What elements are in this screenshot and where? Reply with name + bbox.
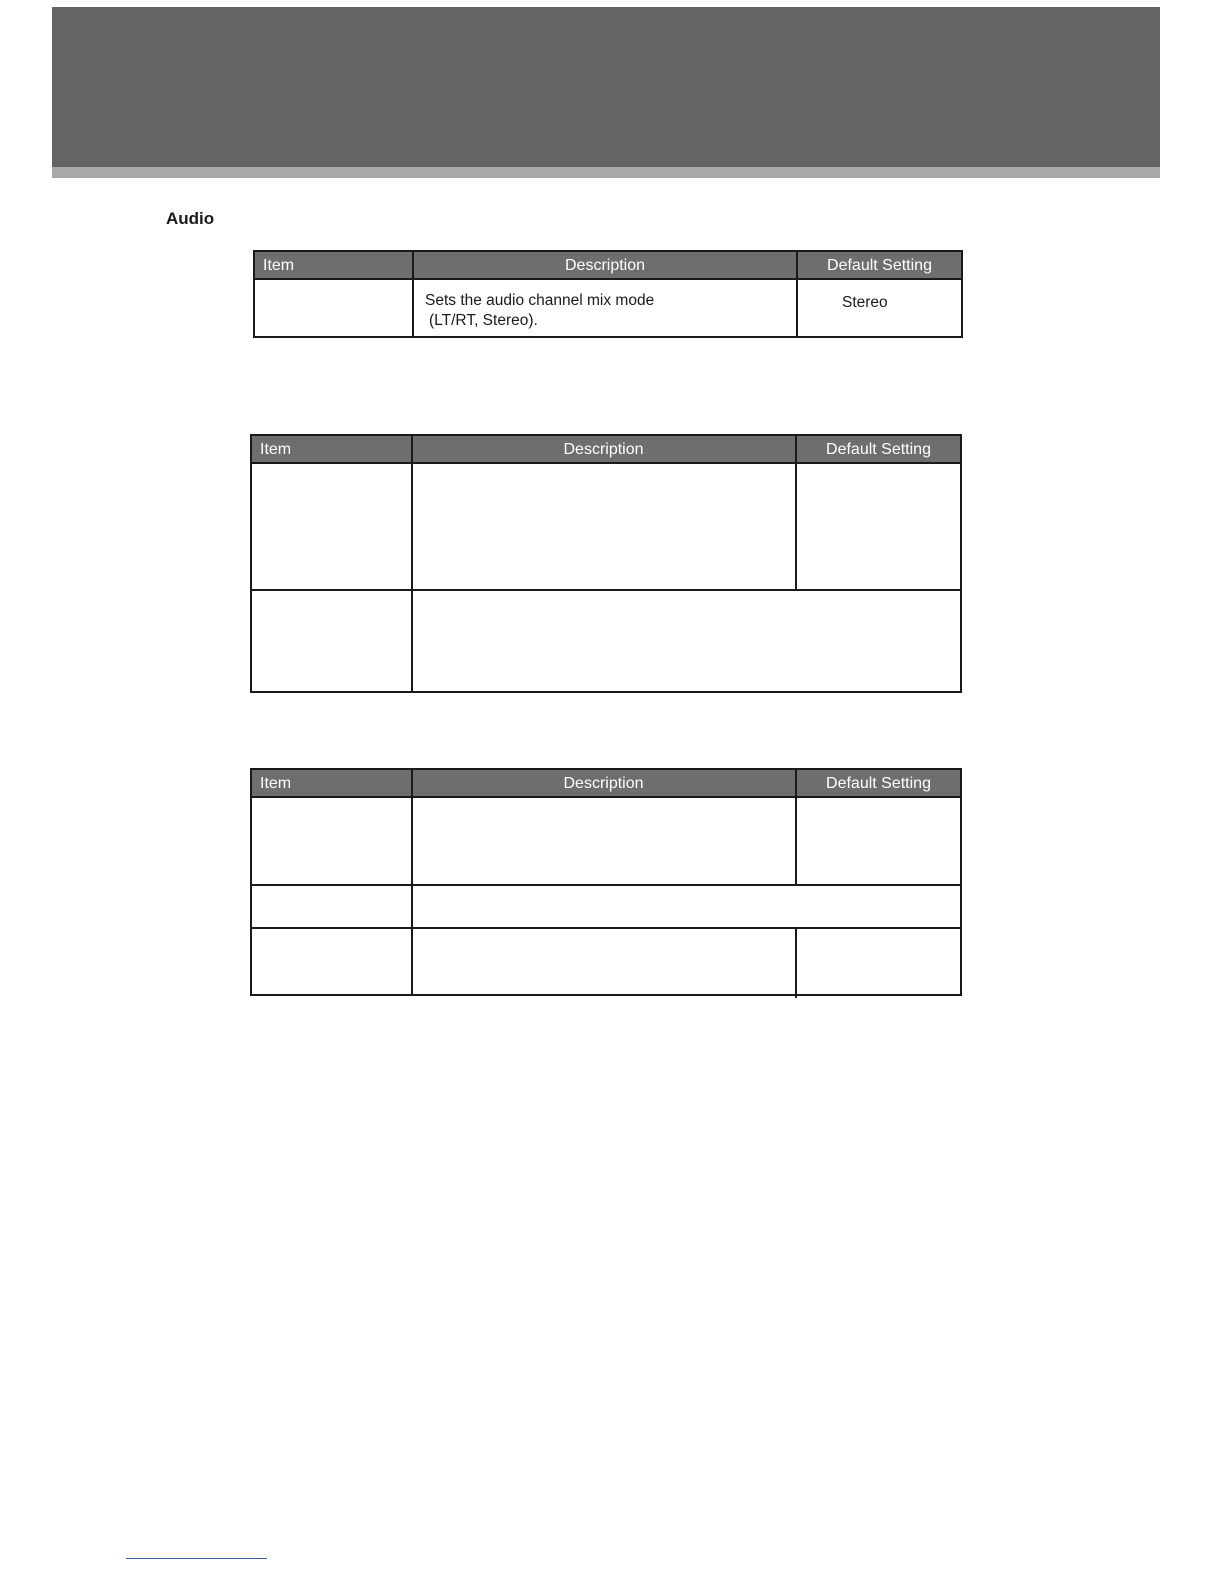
header-banner (52, 7, 1160, 167)
column-divider (796, 252, 798, 336)
row-description: Sets the audio channel mix mode (425, 292, 655, 309)
header-item: Item (260, 441, 292, 458)
header-description: Description (563, 775, 644, 792)
header-description: Description (564, 257, 646, 274)
table-header-row (252, 436, 960, 464)
footer-link-underline (126, 1558, 267, 1559)
column-divider (412, 252, 414, 336)
header-item: Item (260, 775, 292, 792)
column-divider (795, 770, 797, 886)
column-divider (411, 770, 413, 994)
header-default-setting: Default Setting (826, 441, 931, 458)
table-header-row (252, 770, 960, 798)
row-divider (252, 884, 960, 886)
row-description: (LT/RT, Stereo). (429, 312, 538, 329)
header-item: Item (263, 257, 295, 274)
column-divider (411, 436, 413, 691)
row-divider (252, 589, 960, 591)
row-divider (252, 927, 960, 929)
column-divider (795, 436, 797, 590)
audio-settings-table-3 (250, 768, 962, 996)
audio-settings-table-2 (250, 434, 962, 693)
header-banner-stripe (52, 167, 1160, 178)
header-default-setting: Default Setting (827, 257, 932, 274)
row-default-setting: Stereo (842, 294, 888, 311)
table-header-row (255, 252, 961, 280)
header-default-setting: Default Setting (826, 775, 931, 792)
section-title: Audio (166, 209, 215, 228)
column-divider (795, 928, 797, 998)
header-description: Description (563, 441, 644, 458)
audio-settings-table-1 (253, 250, 963, 338)
